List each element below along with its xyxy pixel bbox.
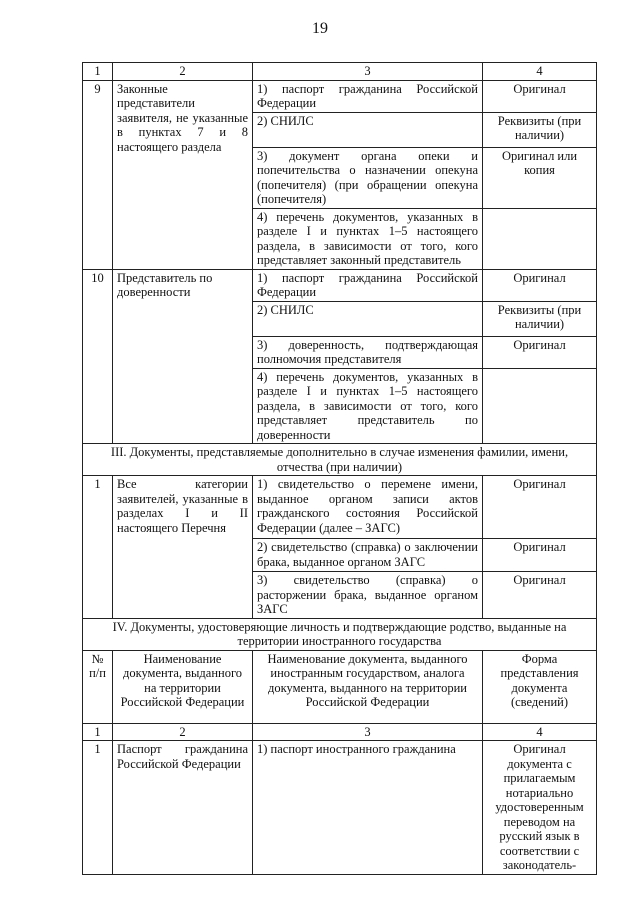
column-number: 1 <box>83 723 113 741</box>
document-name-foreign: 1) паспорт иностранного гражданина <box>253 741 483 875</box>
applicant-category: Все категории заявителей, указанные в разделах I и II настоящего Перечня <box>113 476 253 619</box>
submission-form: Оригинал <box>483 539 597 572</box>
column-number: 1 <box>83 63 113 81</box>
submission-form: Оригинал <box>483 269 597 301</box>
applicant-category: Законные представители заявителя, не указанные в пунктах 7 и 8 настоящего раздела <box>113 80 253 269</box>
document-name: 2) СНИЛС <box>253 112 483 147</box>
column-number: 4 <box>483 63 597 81</box>
header-column-2: Наименование документа, выданного на территории Российской Федерации <box>113 650 253 723</box>
section-heading-row <box>83 618 597 650</box>
document-name: 2) СНИЛС <box>253 301 483 336</box>
document-name: 3) документ органа опеки и попечительства о назначении опекуна (попечителя) (при обращении опекуна (попечителя) <box>253 147 483 208</box>
submission-form: Оригинал <box>483 572 597 619</box>
row-number: 9 <box>83 80 113 269</box>
document-name: 4) перечень документов, указанных в разделе I и пунктах 1–5 настоящего раздела, в зависимости от того, кого представляет представитель по доверенности <box>253 368 483 444</box>
section-header-row <box>83 650 597 723</box>
header-column-3: Наименование документа, выданного иностранным государством, аналога документа, выданного на территории Российской Федерации <box>253 650 483 723</box>
column-number: 2 <box>113 63 253 81</box>
row-number: 1 <box>83 476 113 619</box>
submission-form: Реквизиты (при наличии) <box>483 112 597 147</box>
section-title: IV. Документы, удостоверяющие личность и подтверждающие родство, выданные на территории иностранного государства <box>83 618 597 650</box>
submission-form <box>483 208 597 269</box>
header-column-4: Форма представления документа (сведений) <box>483 650 597 723</box>
header-number: № п/п <box>83 650 113 723</box>
submission-form: Оригинал <box>483 476 597 539</box>
page-number: 19 <box>312 20 328 37</box>
row-number: 10 <box>83 269 113 444</box>
column-number: 4 <box>483 723 597 741</box>
document-name: 4) перечень документов, указанных в разделе I и пунктах 1–5 настоящего раздела, в зависимости от того, кого представляет законный представитель <box>253 208 483 269</box>
document-name: 2) свидетельство (справка) о заключении брака, выданное органом ЗАГС <box>253 539 483 572</box>
documents-table <box>82 62 597 875</box>
column-number-row <box>83 723 597 741</box>
submission-form <box>483 368 597 444</box>
submission-form: Оригинал <box>483 336 597 368</box>
section-heading-row <box>83 444 597 476</box>
table-row <box>83 476 597 539</box>
column-number: 3 <box>253 723 483 741</box>
section-title: III. Документы, представляемые дополнительно в случае изменения фамилии, имени, отчества (при наличии) <box>83 444 597 476</box>
submission-form: Оригинал документа с прилагаемым нотариально удостоверенным переводом на русский язык в соответствии с законодатель- <box>483 741 597 875</box>
document-name-rf: Паспорт гражданина Российской Федерации <box>113 741 253 875</box>
submission-form: Оригинал <box>483 80 597 112</box>
column-number: 3 <box>253 63 483 81</box>
table-row <box>83 741 597 875</box>
applicant-category: Представитель по доверенности <box>113 269 253 444</box>
table-row <box>83 80 597 112</box>
document-name: 3) свидетельство (справка) о расторжении брака, выданное органом ЗАГС <box>253 572 483 619</box>
document-name: 1) свидетельство о перемене имени, выданное органом записи актов гражданского состояния Российской Федерации (далее – ЗАГС) <box>253 476 483 539</box>
table-row <box>83 269 597 301</box>
column-number: 2 <box>113 723 253 741</box>
document-name: 1) паспорт гражданина Российской Федерации <box>253 80 483 112</box>
document-name: 3) доверенность, подтверждающая полномочия представителя <box>253 336 483 368</box>
row-number: 1 <box>83 741 113 875</box>
document-name: 1) паспорт гражданина Российской Федерации <box>253 269 483 301</box>
column-number-row <box>83 63 597 81</box>
submission-form: Оригинал или копия <box>483 147 597 208</box>
submission-form: Реквизиты (при наличии) <box>483 301 597 336</box>
